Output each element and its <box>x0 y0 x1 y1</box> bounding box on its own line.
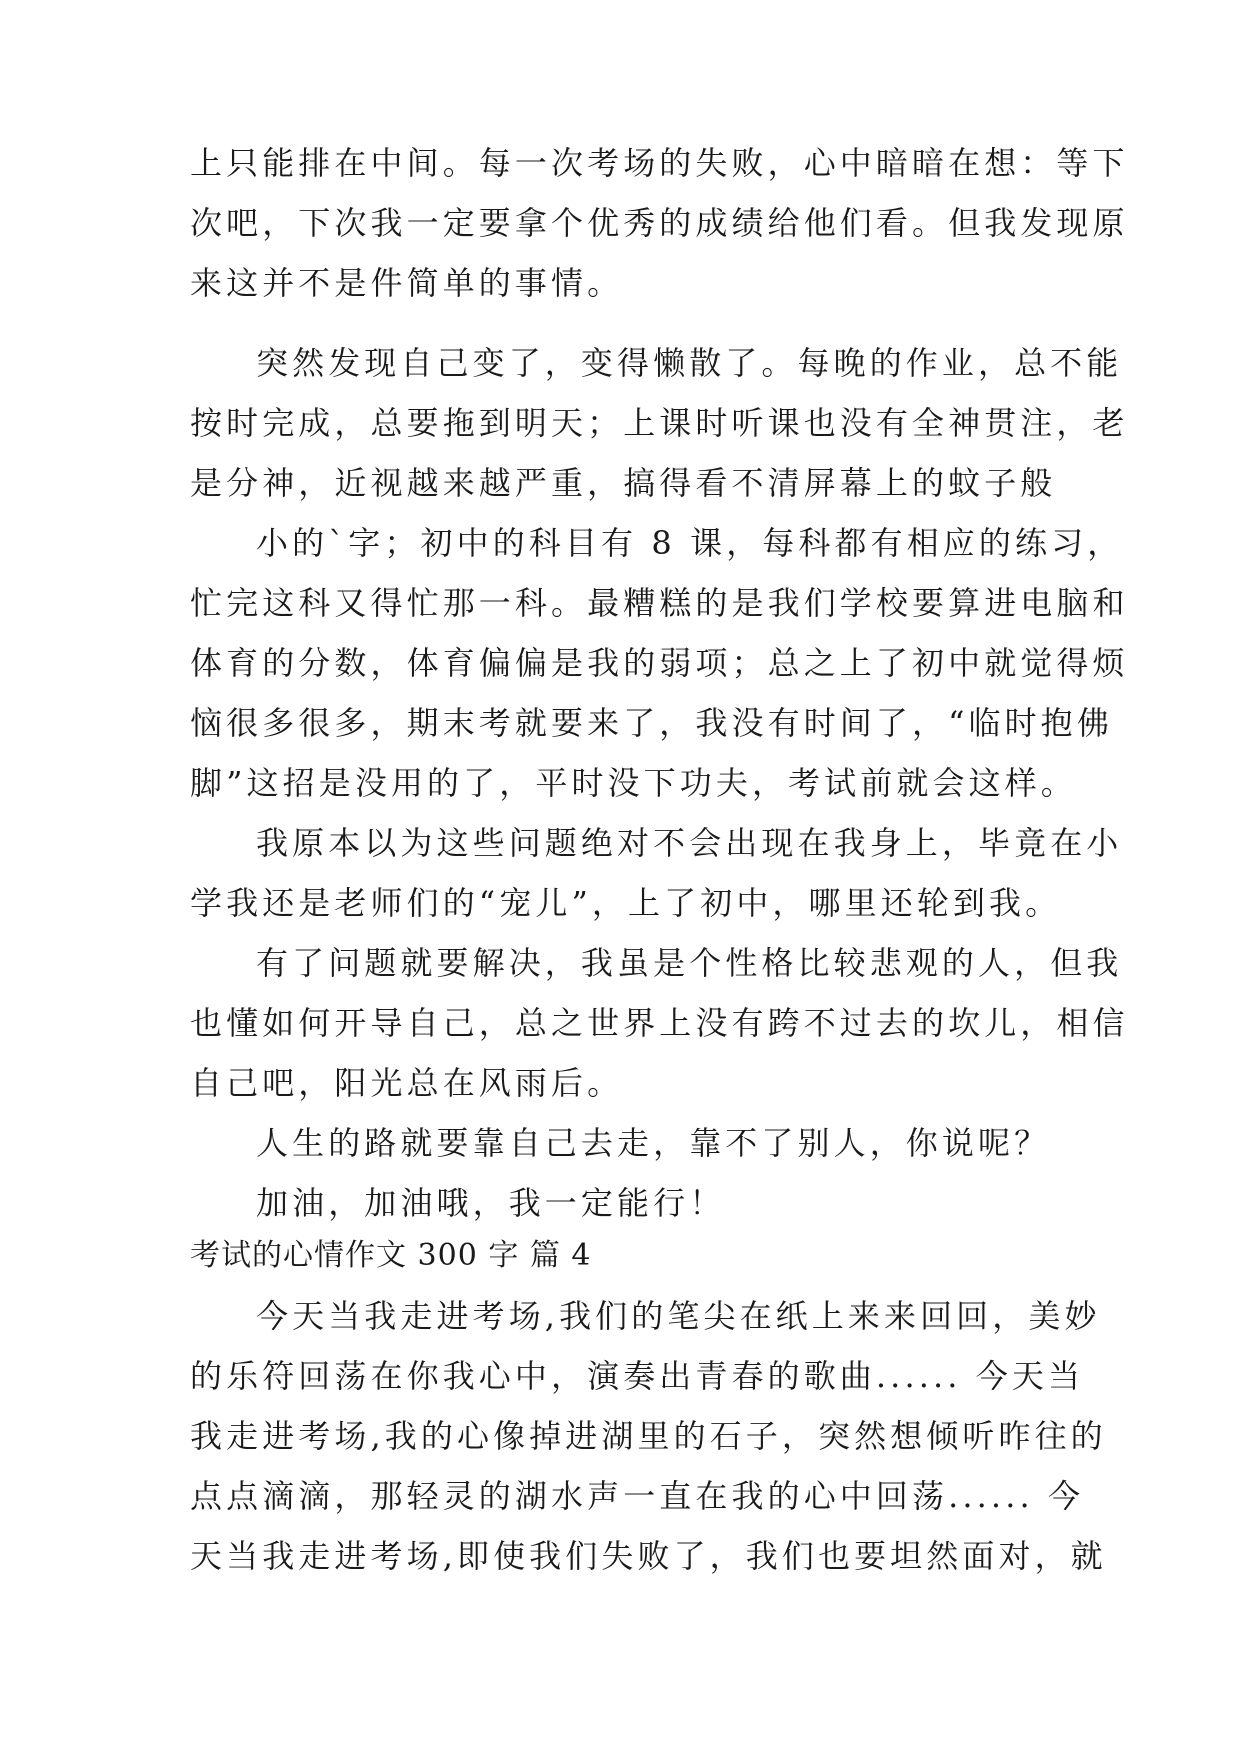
text-line: 脚”这招是没用的了，平时没下功夫，考试前就会这样。 <box>190 764 1077 802</box>
text-line: 也懂如何开导自己，总之世界上没有跨不过去的坎儿，相信 <box>190 1004 1129 1042</box>
text-line: 加油，加油哦，我一定能行！ <box>256 1184 726 1222</box>
text-line: 我走进考场,我的心像掉进湖里的石子，突然想倾听昨往的 <box>190 1417 1107 1455</box>
text-line: 体育的分数，体育偏偏是我的弱项；总之上了初中就觉得烦 <box>190 644 1129 682</box>
text-line: 忙完这科又得忙那一科。最糟糕的是我们学校要算进电脑和 <box>190 584 1129 622</box>
section-heading: 考试的心情作文 300 字 篇 4 <box>190 1238 592 1273</box>
text-line: 自己吧，阳光总在风雨后。 <box>190 1064 624 1102</box>
text-line: 恼很多很多，期末考就要来了，我没有时间了，“临时抱佛 <box>190 704 1113 742</box>
text-line: 天当我走进考场,即使我们失败了，我们也要坦然面对，就 <box>190 1537 1107 1575</box>
text-line: 是分神，近视越来越严重，搞得看不清屏幕上的蚊子般 <box>190 464 1057 502</box>
text-line: 我原本以为这些问题绝对不会出现在我身上，毕竟在小 <box>256 824 1123 862</box>
text-line: 按时完成，总要拖到明天；上课时听课也没有全神贯注，老 <box>190 404 1129 442</box>
text-line: 上只能排在中间。每一次考场的失败，心中暗暗在想：等下 <box>190 144 1129 182</box>
text-line: 的乐符回荡在你我心中，演奏出青春的歌曲...... 今天当 <box>190 1357 1085 1395</box>
text-line: 小的`字；初中的科目有 8 课，每科都有相应的练习， <box>256 524 1124 562</box>
text-line: 有了问题就要解决，我虽是个性格比较悲观的人，但我 <box>256 944 1123 982</box>
text-line: 突然发现自己变了，变得懒散了。每晚的作业，总不能 <box>256 344 1123 382</box>
text-line: 学我还是老师们的“宠儿”，上了初中，哪里还轮到我。 <box>190 884 1062 922</box>
text-line: 来这并不是件简单的事情。 <box>190 264 624 302</box>
text-line: 人生的路就要靠自己去走，靠不了别人，你说呢？ <box>256 1124 1051 1162</box>
text-line: 今天当我走进考场,我们的笔尖在纸上来来回回，美妙 <box>256 1297 1101 1335</box>
text-line: 点点滴滴，那轻灵的湖水声一直在我的心中回荡...... 今 <box>190 1477 1085 1515</box>
text-line: 次吧，下次我一定要拿个优秀的成绩给他们看。但我发现原 <box>190 204 1129 242</box>
